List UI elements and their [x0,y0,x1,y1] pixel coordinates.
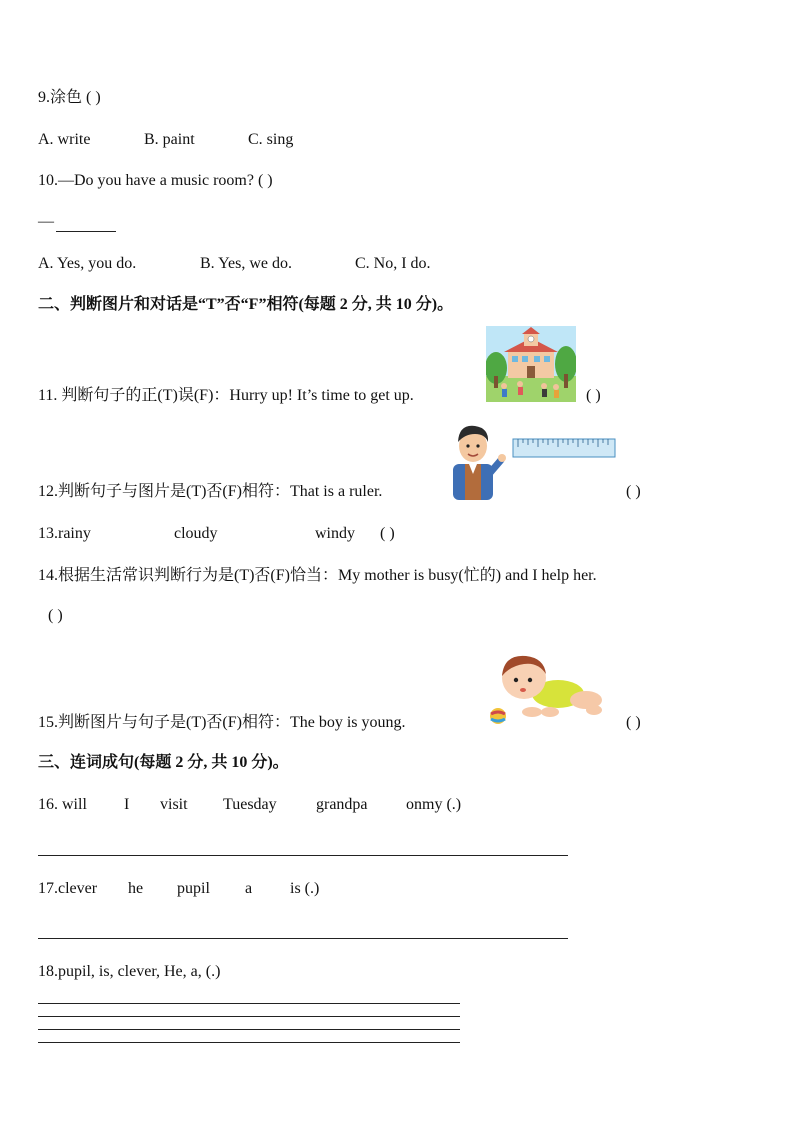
q9-stem: 9.涂色 ( ) [38,89,101,106]
q16-word: 16. will [38,796,87,813]
q10-answer-dash: — [38,213,54,230]
q16-word: I [124,796,130,813]
q18-answer-line [38,1003,460,1004]
q12-text: 12.判断句子与图片是(T)否(F)相符：That is a ruler. [38,483,383,500]
q13-word-windy: windy [315,525,355,542]
q10-option-a: A. Yes, you do. [38,255,137,272]
q17-answer-line [38,938,568,939]
q10-option-c: C. No, I do. [355,255,431,272]
q10-stem: 10.—Do you have a music room? ( ) [38,172,273,189]
q13-answer-paren: ( ) [380,525,395,542]
q17-word: a [245,880,253,897]
q16-word: Tuesday [223,796,277,813]
q13-word-rainy: 13.rainy [38,525,91,542]
q11-text: 11. 判断句子的正(T)误(F)：Hurry up! It’s time to get up. [38,387,414,404]
q16-word: grandpa [316,796,368,813]
crawling-baby-picture [474,648,606,728]
q9-option-a: A. write [38,131,91,148]
q16-word: onmy (.) [406,796,462,813]
q18-answer-line [38,1016,460,1017]
q15-answer-paren: ( ) [626,714,641,731]
q9-option-b: B. paint [144,131,195,148]
ruler-picture [512,438,616,458]
section3-heading: 三、连词成句(每题 2 分, 共 10 分)。 [38,754,289,771]
q17-word: is (.) [290,880,320,897]
q13-word-cloudy: cloudy [174,525,218,542]
teacher-picture [445,416,507,500]
q10-answer-blank [56,231,116,232]
q16-word: visit [160,796,188,813]
q17-word: he [128,880,144,897]
q14-text: 14.根据生活常识判断行为是(T)否(F)恰当：My mother is busy(忙的) and I help her. [38,567,597,584]
q9-option-c: C. sing [248,131,294,148]
q18-answer-line [38,1042,460,1043]
q16-answer-line [38,855,568,856]
q17-word: pupil [177,880,210,897]
q18-text: 18.pupil, is, clever, He, a, (.) [38,963,221,980]
q15-text: 15.判断图片与句子是(T)否(F)相符：The boy is young. [38,714,406,731]
section2-heading: 二、判断图片和对话是“T”否“F”相符(每题 2 分, 共 10 分)。 [38,296,454,313]
q17-word: 17.clever [38,880,98,897]
q12-answer-paren: ( ) [626,483,641,500]
q10-option-b: B. Yes, we do. [200,255,293,272]
q11-answer-paren: ( ) [586,387,601,404]
q18-answer-line [38,1029,460,1030]
school-picture [486,326,576,402]
q14-answer-paren: ( ) [48,607,63,624]
